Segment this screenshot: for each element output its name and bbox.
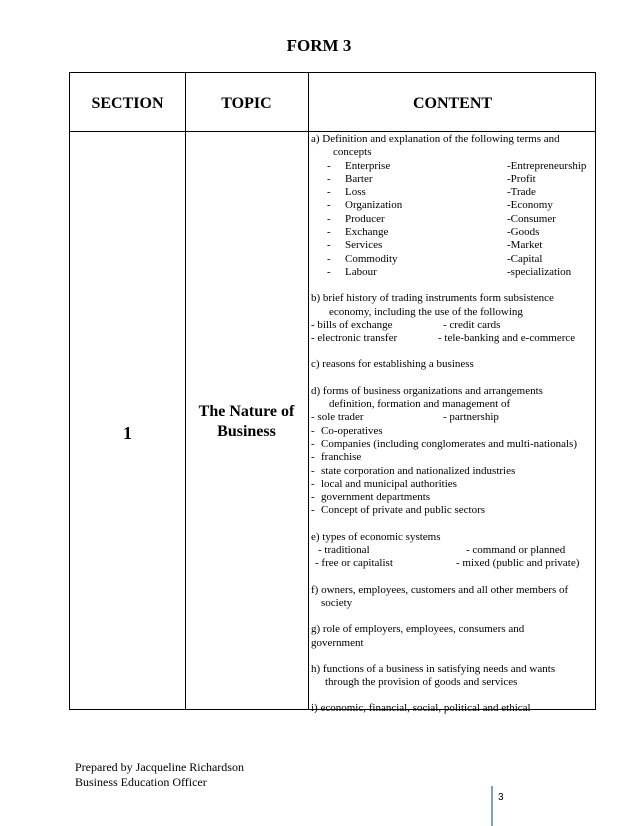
section-header: SECTION [91,95,164,112]
list-bullet: - [311,451,315,464]
term-bullet: - [327,239,331,252]
list-bullet: - [311,491,315,504]
item-e-row-1 [311,544,595,557]
list-item-text: Co-operatives [321,424,383,437]
page-title: FORM 3 [286,36,352,55]
term-row [311,253,595,266]
term-bullet: - [327,186,331,199]
term-right: -specialization [507,265,572,278]
item-d-line-1: d) forms of business organizations and arrangements [311,384,543,397]
term-left: Exchange [345,226,389,239]
term-right: -Economy [507,199,553,212]
tele-banking: - tele-banking and e-commerce [438,332,576,345]
term-left: Organization [345,199,403,212]
sole-trader: - sole trader [311,411,364,424]
term-left: Loss [345,186,366,199]
item-i-line-1: i) economic, financial, social, political and ethical [311,702,531,715]
term-right: -Trade [507,186,536,199]
list-item [311,478,595,491]
item-i [311,702,595,715]
item-a-line-1: a) Definition and explanation of the following terms and [311,133,560,145]
item-b-row-1 [311,319,595,332]
footer [75,760,244,790]
page-number-bar [491,786,493,826]
item-f-line-2: society [321,596,353,609]
syllabus-table [69,72,596,715]
topic-header: TOPIC [221,95,272,112]
list-bullet: - [311,424,315,437]
list-item-text: government departments [321,491,431,504]
electronic-transfer: - electronic transfer [311,332,398,345]
item-b-line-1: b) brief history of trading instruments form subsistence [311,292,554,305]
term-row [311,199,595,212]
organization-list [311,425,595,518]
list-item [311,425,595,438]
item-f-line-1: f) owners, employees, customers and all other members of [311,583,569,596]
item-a-line-2: concepts [333,146,372,159]
item-g-line-2: government [311,636,364,649]
topic-line-1: The Nature of [198,403,295,420]
term-left: Barter [345,172,373,185]
bills-of-exchange: - bills of exchange [311,318,393,331]
term-bullet: - [327,265,331,278]
item-d-line-2: definition, formation and management of [329,398,511,411]
term-row [311,213,595,226]
content-cell [311,133,595,729]
term-bullet: - [327,172,331,185]
list-item-text: Companies (including conglomerates and multi-nationals) [321,437,577,450]
item-d-row-1 [311,411,595,424]
list-item [311,465,595,478]
term-bullet: - [327,252,331,265]
item-b [311,292,595,345]
item-h-line-1: h) functions of a business in satisfying needs and wants [311,662,556,675]
term-row [311,186,595,199]
mixed-economy: - mixed (public and private) [456,557,580,570]
list-item [311,451,595,464]
item-e-line-1: e) types of economic systems [311,530,441,543]
list-bullet: - [311,464,315,477]
partnership: - partnership [443,411,499,424]
item-a [311,133,595,279]
term-right: -Market [507,239,543,252]
term-right: -Goods [507,226,540,239]
footer-role: Business Education Officer [75,775,207,789]
item-b-line-2: economy, including the use of the following [329,305,523,318]
topic-line-2: Business [217,423,276,440]
term-row [311,173,595,186]
list-bullet: - [311,504,315,517]
term-left: Commodity [345,252,398,265]
term-row [311,266,595,279]
term-right: -Consumer [507,212,556,225]
page-number: 3 [498,792,504,803]
term-row [311,160,595,173]
content-header: CONTENT [412,95,493,112]
term-row [311,239,595,252]
free-or-capitalist: - free or capitalist [315,557,393,570]
item-f [311,584,595,611]
item-e-row-2 [311,557,595,570]
list-item-text: franchise [321,451,362,464]
term-row [311,226,595,239]
section-number: 1 [123,423,132,443]
list-bullet: - [311,477,315,490]
term-bullet: - [327,226,331,239]
term-left: Enterprise [345,159,391,172]
traditional: - traditional [318,544,370,557]
footer-author: Prepared by Jacqueline Richardson [75,760,244,774]
list-item [311,491,595,504]
term-left: Labour [345,265,377,278]
term-left: Producer [345,212,385,225]
item-g [311,623,595,650]
list-item-text: local and municipal authorities [321,477,457,490]
topic-name [185,402,308,442]
column-divider-1 [185,73,186,709]
term-right: -Entrepreneurship [507,159,587,172]
term-right: -Profit [507,172,536,185]
item-g-line-1: g) role of employers, employees, consumers and [311,623,525,636]
column-divider-2 [308,73,309,709]
term-bullet: - [327,212,331,225]
header-divider [70,131,595,132]
term-bullet: - [327,199,331,212]
list-item-text: Concept of private and public sectors [321,504,486,517]
item-h-line-2: through the provision of goods and services [325,676,518,689]
term-left: Services [345,239,383,252]
item-h [311,663,595,690]
item-d [311,385,595,518]
terms-list [311,160,595,280]
list-bullet: - [311,437,315,450]
term-right: -Capital [507,252,543,265]
credit-cards: - credit cards [443,318,501,331]
list-item [311,504,595,517]
term-bullet: - [327,159,331,172]
command-or-planned: - command or planned [466,544,566,557]
item-e [311,531,595,571]
list-item-text: state corporation and nationalized industries [321,464,516,477]
item-b-row-2 [311,332,595,345]
item-c [311,358,595,371]
list-item [311,438,595,451]
item-c-line: c) reasons for establishing a business [311,358,474,371]
